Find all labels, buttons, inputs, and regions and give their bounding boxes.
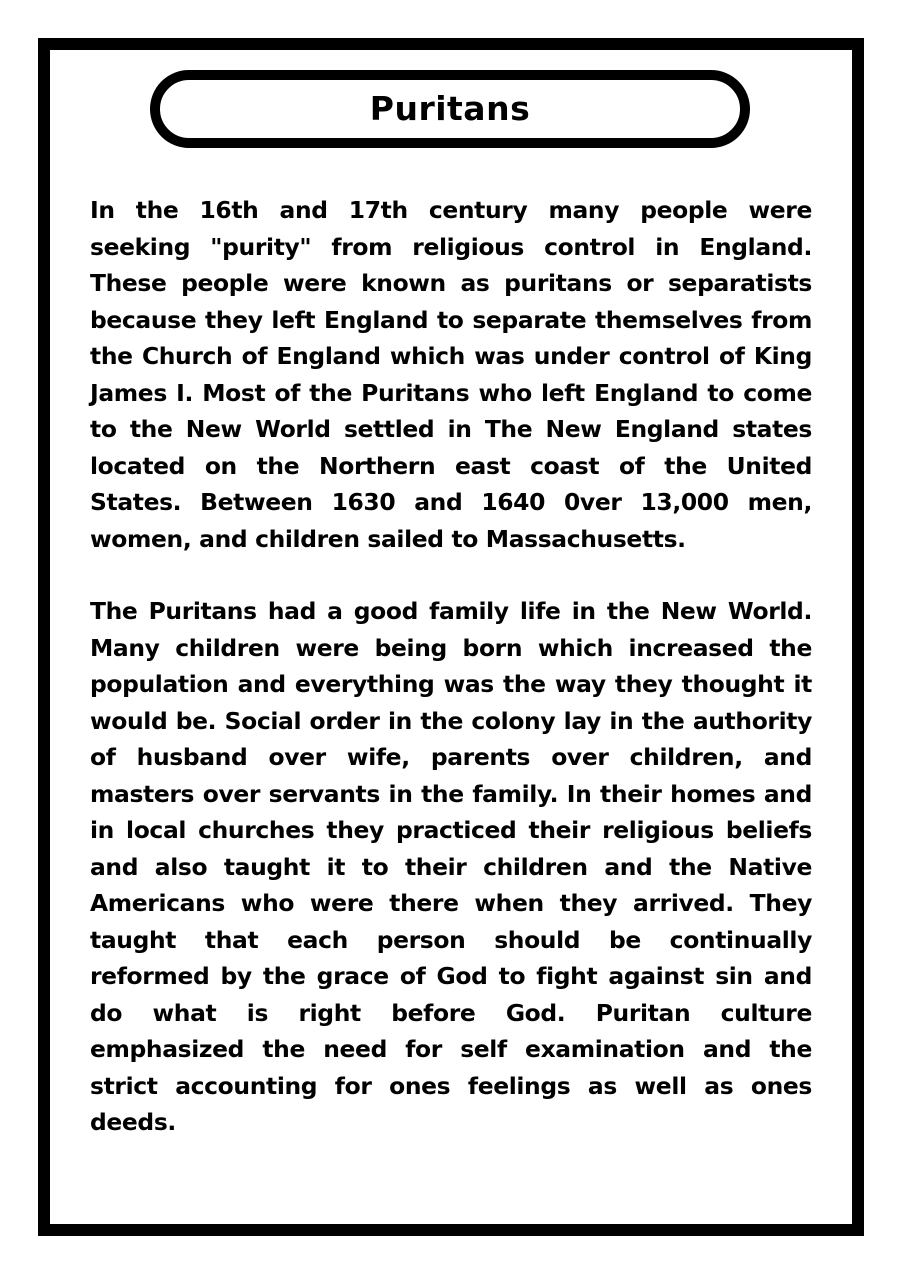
title-banner bbox=[150, 70, 750, 148]
page-title: Puritans bbox=[369, 88, 531, 128]
article-body bbox=[90, 192, 812, 1141]
paragraph-1: In the 16th and 17th century many people were seeking "purity" from religious control in England. These people were known as puritans or separatists because they left England to separate themselves from the Church of England which was under control of King James I. Most of the Puritans who left England to come to the New World settled in The New England states located on the Northern east coast of the United States. Between 1630 and 1640 0ver 13,000 men, women, and children sailed to Massachusetts. bbox=[90, 196, 812, 553]
paragraph-2: The Puritans had a good family life in the New World. Many children were being born which increased the population and everything was the way they thought it would be. Social order in the colony lay in the authority of husband over wife, parents over children, and masters over servants in the family. In their homes and in local churches they practiced their religious beliefs and also taught it to their children and the Native Americans who were there when they arrived. They taught that each person should be continually reformed by the grace of God to fight against sin and do what is right before God. Puritan culture emphasized the need for self examination and the strict accounting for ones feelings as well as ones deeds. bbox=[90, 597, 812, 1136]
